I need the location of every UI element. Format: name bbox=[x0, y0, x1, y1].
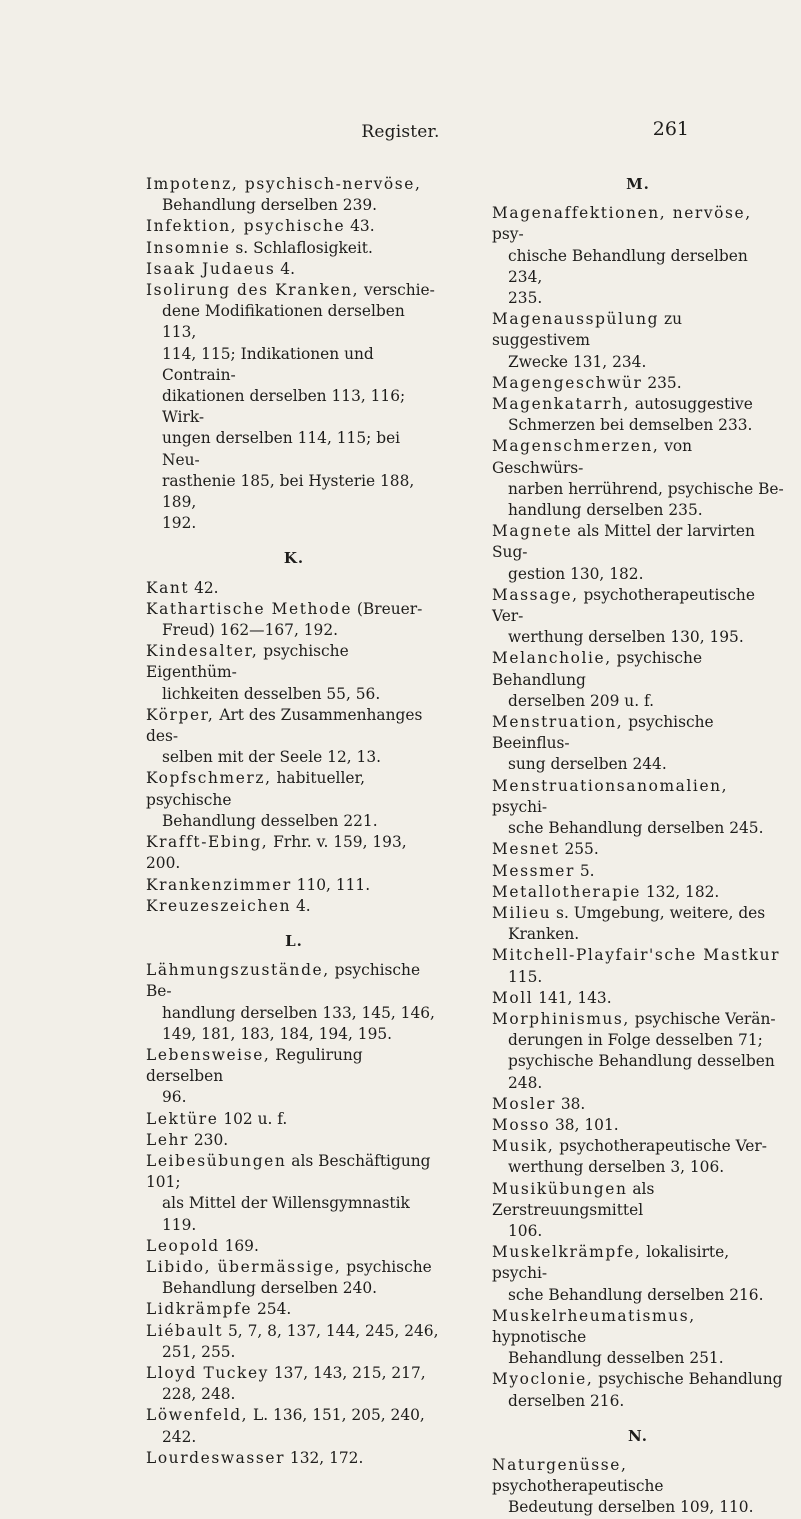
index-term: Magenkatarrh, bbox=[492, 395, 630, 414]
index-term: Menstruation, bbox=[492, 713, 624, 732]
index-term: Kindesalter, bbox=[146, 642, 259, 661]
index-entry bbox=[146, 1321, 442, 1363]
index-entry bbox=[146, 768, 442, 832]
entry-continuation: 242. bbox=[162, 1427, 197, 1446]
index-term: Kreuzeszeichen bbox=[146, 896, 292, 915]
index-entry bbox=[146, 896, 442, 917]
index-term: Mitchell-Playfair'sche Mastkur bbox=[492, 946, 781, 965]
entry-text: 5. bbox=[574, 861, 595, 880]
entry-text: 230. bbox=[189, 1130, 229, 1149]
index-entry bbox=[492, 1179, 784, 1243]
index-entry bbox=[492, 903, 784, 945]
index-entry bbox=[146, 832, 442, 874]
entry-text: psychotherapeutische Ver- bbox=[492, 585, 755, 626]
entry-text: (Breuer- bbox=[352, 599, 423, 618]
index-term: Infektion, psychische bbox=[146, 217, 346, 236]
entry-text: 42. bbox=[189, 578, 219, 597]
entry-continuation: 96. bbox=[162, 1088, 187, 1107]
index-term: Magengeschwür bbox=[492, 373, 643, 392]
index-term: Mosler bbox=[492, 1094, 556, 1113]
index-entry bbox=[146, 599, 442, 641]
index-entry bbox=[146, 875, 442, 896]
index-entry bbox=[492, 988, 784, 1009]
index-term: Leibesübungen bbox=[146, 1151, 287, 1170]
entry-text: 4. bbox=[291, 896, 311, 915]
entry-continuation: 114, 115; Indikationen und Contrain- bbox=[162, 344, 374, 384]
entry-continuation: 192. bbox=[162, 514, 197, 533]
index-term: Lidkrämpfe bbox=[146, 1300, 253, 1319]
entry-text: 4. bbox=[275, 259, 295, 278]
index-column-left bbox=[146, 174, 442, 1469]
section-letter: M. bbox=[626, 175, 650, 193]
entry-text: 43. bbox=[345, 217, 375, 236]
index-term: Muskelrheumatismus, bbox=[492, 1306, 696, 1325]
index-entry bbox=[492, 1115, 784, 1136]
index-entry bbox=[492, 712, 784, 776]
entry-text: psychische Behandlung bbox=[593, 1370, 783, 1389]
index-term: Lebensweise, bbox=[146, 1045, 271, 1064]
entry-continuation: derungen in Folge desselben 71; bbox=[508, 1031, 763, 1050]
index-term: Mosso bbox=[492, 1115, 551, 1134]
entry-text: s. Schlaflosigkeit. bbox=[230, 238, 373, 257]
entry-text: hypnotische bbox=[492, 1327, 587, 1346]
entry-text: psychotherapeutische bbox=[492, 1477, 664, 1496]
index-term: Metallotherapie bbox=[492, 882, 641, 901]
index-entry bbox=[146, 1363, 442, 1405]
index-entry bbox=[492, 945, 784, 987]
entry-continuation: handlung derselben 235. bbox=[508, 501, 703, 520]
entry-continuation: sung derselben 244. bbox=[508, 755, 667, 774]
index-term: Kant bbox=[146, 578, 190, 597]
index-term: Magnete bbox=[492, 522, 573, 541]
entry-text: 235. bbox=[642, 373, 682, 392]
entry-text: 132, 172. bbox=[285, 1448, 364, 1467]
index-entry bbox=[146, 960, 442, 1045]
entry-text: 137, 143, 215, 217, bbox=[268, 1363, 426, 1382]
index-term: Kathartische Methode bbox=[146, 599, 353, 618]
index-term: Lähmungszustände, bbox=[146, 961, 330, 980]
index-term: Libido, übermässige, bbox=[146, 1257, 342, 1276]
entry-text: als Mittel der larvirten Sug- bbox=[492, 522, 755, 562]
entry-text: autosuggestive bbox=[630, 395, 753, 414]
entry-text: habitueller, psychische bbox=[146, 769, 366, 809]
index-entry bbox=[146, 280, 442, 534]
entry-continuation: derselben 209 u. f. bbox=[508, 691, 655, 710]
index-entry bbox=[146, 238, 442, 259]
entry-continuation: Behandlung desselben 221. bbox=[162, 811, 378, 830]
index-entry bbox=[492, 776, 784, 840]
entry-continuation: sche Behandlung derselben 216. bbox=[508, 1285, 764, 1304]
section-letter: K. bbox=[283, 549, 305, 568]
index-entry bbox=[492, 882, 784, 903]
entry-text: psychische Behandlung bbox=[492, 649, 703, 689]
entry-text: 169. bbox=[219, 1236, 259, 1255]
entry-text: 102 u. f. bbox=[218, 1109, 288, 1128]
index-term: Insomnie bbox=[146, 238, 231, 257]
index-term: Lloyd Tuckey bbox=[146, 1363, 269, 1382]
index-term: Liébault bbox=[146, 1321, 224, 1340]
entry-continuation: lichkeiten desselben 55, 56. bbox=[162, 684, 381, 703]
index-entry bbox=[146, 1130, 442, 1151]
index-entry bbox=[492, 1455, 784, 1519]
entry-continuation: 251, 255. bbox=[162, 1342, 236, 1361]
index-entry bbox=[492, 394, 784, 436]
index-term: Milieu bbox=[492, 903, 552, 922]
entry-text: psychische bbox=[341, 1257, 432, 1276]
index-term: Lehr bbox=[146, 1130, 189, 1149]
index-term: Melancholie, bbox=[492, 649, 612, 668]
entry-text: L. 136, 151, 205, 240, bbox=[248, 1406, 425, 1425]
index-entry bbox=[146, 259, 442, 280]
entry-continuation: handlung derselben 133, 145, 146, bbox=[162, 1003, 435, 1022]
entry-continuation: werthung derselben 3, 106. bbox=[508, 1158, 725, 1177]
index-entry bbox=[492, 585, 784, 649]
index-entry bbox=[146, 578, 442, 599]
entry-text: psy- bbox=[492, 225, 524, 244]
entry-continuation: Kranken. bbox=[508, 925, 580, 944]
index-term: Krafft-Ebing, bbox=[146, 833, 269, 852]
index-entry bbox=[146, 1405, 442, 1447]
entry-continuation: chische Behandlung derselben 234, bbox=[508, 246, 748, 286]
entry-continuation: 228, 248. bbox=[162, 1385, 236, 1404]
entry-text: psychische Eigenthüm- bbox=[146, 642, 349, 682]
index-entry bbox=[492, 1242, 784, 1306]
entry-continuation: derselben 216. bbox=[508, 1391, 625, 1410]
page-number: 261 bbox=[652, 118, 689, 140]
index-entry bbox=[492, 648, 784, 712]
entry-text: 38, 101. bbox=[550, 1115, 619, 1134]
entry-text: als Beschäftigung 101; bbox=[146, 1151, 431, 1192]
entry-continuation: Zwecke 131, 234. bbox=[508, 352, 647, 371]
index-entry bbox=[146, 1151, 442, 1236]
index-entry bbox=[146, 174, 442, 216]
entry-text: psychi- bbox=[492, 797, 548, 816]
index-column-right bbox=[492, 174, 784, 1519]
entry-continuation: Behandlung desselben 251. bbox=[508, 1349, 724, 1368]
entry-continuation: rasthenie 185, bei Hysterie 188, 189, bbox=[162, 471, 415, 512]
entry-text: 110, 111. bbox=[291, 875, 371, 894]
index-entry bbox=[146, 216, 442, 237]
index-entry bbox=[492, 203, 784, 309]
index-entry bbox=[492, 521, 784, 585]
entry-text: zu suggestivem bbox=[492, 310, 682, 350]
index-term: Magenaffektionen, nervöse, bbox=[492, 204, 752, 223]
entry-text: psychische Verän- bbox=[629, 1009, 776, 1028]
entry-continuation: werthung derselben 130, 195. bbox=[508, 628, 744, 647]
entry-text: von Geschwürs- bbox=[492, 437, 693, 477]
index-term: Musikübungen bbox=[492, 1179, 628, 1198]
index-term: Isaak Judaeus bbox=[146, 259, 276, 278]
entry-text: psychische Be- bbox=[146, 961, 421, 1001]
entry-continuation: Bedeutung derselben 109, 110. bbox=[508, 1498, 754, 1517]
entry-text: 141, 143. bbox=[533, 988, 612, 1007]
index-term: Muskelkrämpfe, bbox=[492, 1243, 642, 1262]
index-term: Myoclonie, bbox=[492, 1370, 594, 1389]
entry-continuation: 149, 181, 183, 184, 194, 195. bbox=[162, 1024, 393, 1043]
entry-text: Regulirung derselben bbox=[146, 1045, 363, 1086]
index-entry bbox=[492, 373, 784, 394]
index-term: Mesnet bbox=[492, 840, 560, 859]
entry-continuation: gestion 130, 182. bbox=[508, 564, 644, 583]
section-letter: L. bbox=[285, 931, 303, 950]
index-entry bbox=[492, 309, 784, 373]
index-entry bbox=[146, 1299, 442, 1320]
index-term: Magenausspülung bbox=[492, 310, 660, 329]
index-entry bbox=[146, 705, 442, 769]
index-term: Messmer bbox=[492, 861, 575, 880]
entry-text: verschie- bbox=[359, 281, 435, 300]
index-entry bbox=[146, 1236, 442, 1257]
index-term: Kopfschmerz, bbox=[146, 769, 272, 788]
section-letter: N. bbox=[628, 1426, 648, 1445]
index-entry bbox=[492, 1369, 784, 1411]
index-term: Morphinismus, bbox=[492, 1009, 630, 1028]
entry-continuation: narben herrührend, psychische Be- bbox=[508, 479, 784, 498]
entry-continuation: dikationen derselben 113, 116; Wirk- bbox=[162, 387, 406, 427]
index-entry bbox=[146, 1257, 442, 1299]
entry-text: 255. bbox=[559, 840, 599, 859]
index-entry bbox=[492, 1306, 784, 1370]
index-entry bbox=[146, 1109, 442, 1130]
index-term: Moll bbox=[492, 988, 534, 1007]
index-term: Lourdeswasser bbox=[146, 1448, 286, 1467]
index-term: Naturgenüsse, bbox=[492, 1455, 628, 1474]
index-term: Massage, bbox=[492, 585, 579, 604]
running-header: Register. bbox=[361, 122, 440, 142]
index-term: Isolirung des Kranken, bbox=[146, 281, 360, 300]
index-term: Körper, bbox=[146, 705, 215, 724]
index-entry bbox=[146, 1045, 442, 1109]
entry-text: 254. bbox=[252, 1300, 292, 1319]
index-term: Krankenzimmer bbox=[146, 875, 292, 894]
index-entry bbox=[492, 1136, 784, 1178]
index-entry bbox=[492, 1094, 784, 1115]
entry-continuation: Schmerzen bei demselben 233. bbox=[508, 416, 753, 435]
index-entry bbox=[146, 641, 442, 705]
entry-continuation: als Mittel der Willensgymnastik 119. bbox=[162, 1194, 410, 1234]
entry-continuation: Behandlung derselben 240. bbox=[162, 1279, 378, 1298]
entry-continuation: ungen derselben 114, 115; bei Neu- bbox=[162, 429, 401, 469]
entry-continuation: Freud) 162—167, 192. bbox=[162, 621, 339, 640]
entry-continuation: selben mit der Seele 12, 13. bbox=[162, 748, 382, 767]
entry-text: psychische Beeinflus- bbox=[492, 713, 714, 753]
entry-continuation: 106. bbox=[508, 1221, 543, 1240]
entry-text: 38. bbox=[555, 1094, 586, 1113]
index-entry bbox=[146, 1448, 442, 1469]
entry-text: Frhr. v. 159, 193, 200. bbox=[146, 833, 407, 873]
entry-text: psychotherapeutische Ver- bbox=[554, 1137, 767, 1156]
index-term: Musik, bbox=[492, 1137, 555, 1156]
index-term: Menstruationsanomalien, bbox=[492, 776, 729, 795]
entry-text: als Zerstreuungsmittel bbox=[492, 1179, 655, 1219]
index-entry bbox=[492, 1009, 784, 1094]
index-term: Magenschmerzen, bbox=[492, 437, 660, 456]
entry-continuation: dene Modifikationen derselben 113, bbox=[162, 302, 405, 342]
index-term: Lektüre bbox=[146, 1109, 219, 1128]
index-entry bbox=[492, 839, 784, 860]
entry-continuation: 235. bbox=[508, 289, 543, 308]
index-entry bbox=[492, 861, 784, 882]
entry-continuation: psychische Behandlung desselben 248. bbox=[508, 1052, 775, 1092]
entry-text: Art des Zusammenhanges des- bbox=[146, 705, 423, 746]
entry-continuation: 115. bbox=[508, 967, 543, 986]
entry-continuation: Behandlung derselben 239. bbox=[162, 196, 378, 215]
entry-text: 132, 182. bbox=[640, 882, 720, 901]
entry-text: 5, 7, 8, 137, 144, 245, 246, bbox=[223, 1321, 439, 1340]
entry-text: s. Umgebung, weitere, des bbox=[551, 903, 766, 922]
index-term: Löwenfeld, bbox=[146, 1406, 249, 1425]
index-term: Leopold bbox=[146, 1236, 220, 1255]
entry-text: lokalisirte, psychi- bbox=[492, 1243, 730, 1283]
entry-continuation: sche Behandlung derselben 245. bbox=[508, 819, 764, 838]
index-term: Impotenz, psychisch-nervöse, bbox=[146, 175, 422, 193]
index-entry bbox=[492, 436, 784, 521]
